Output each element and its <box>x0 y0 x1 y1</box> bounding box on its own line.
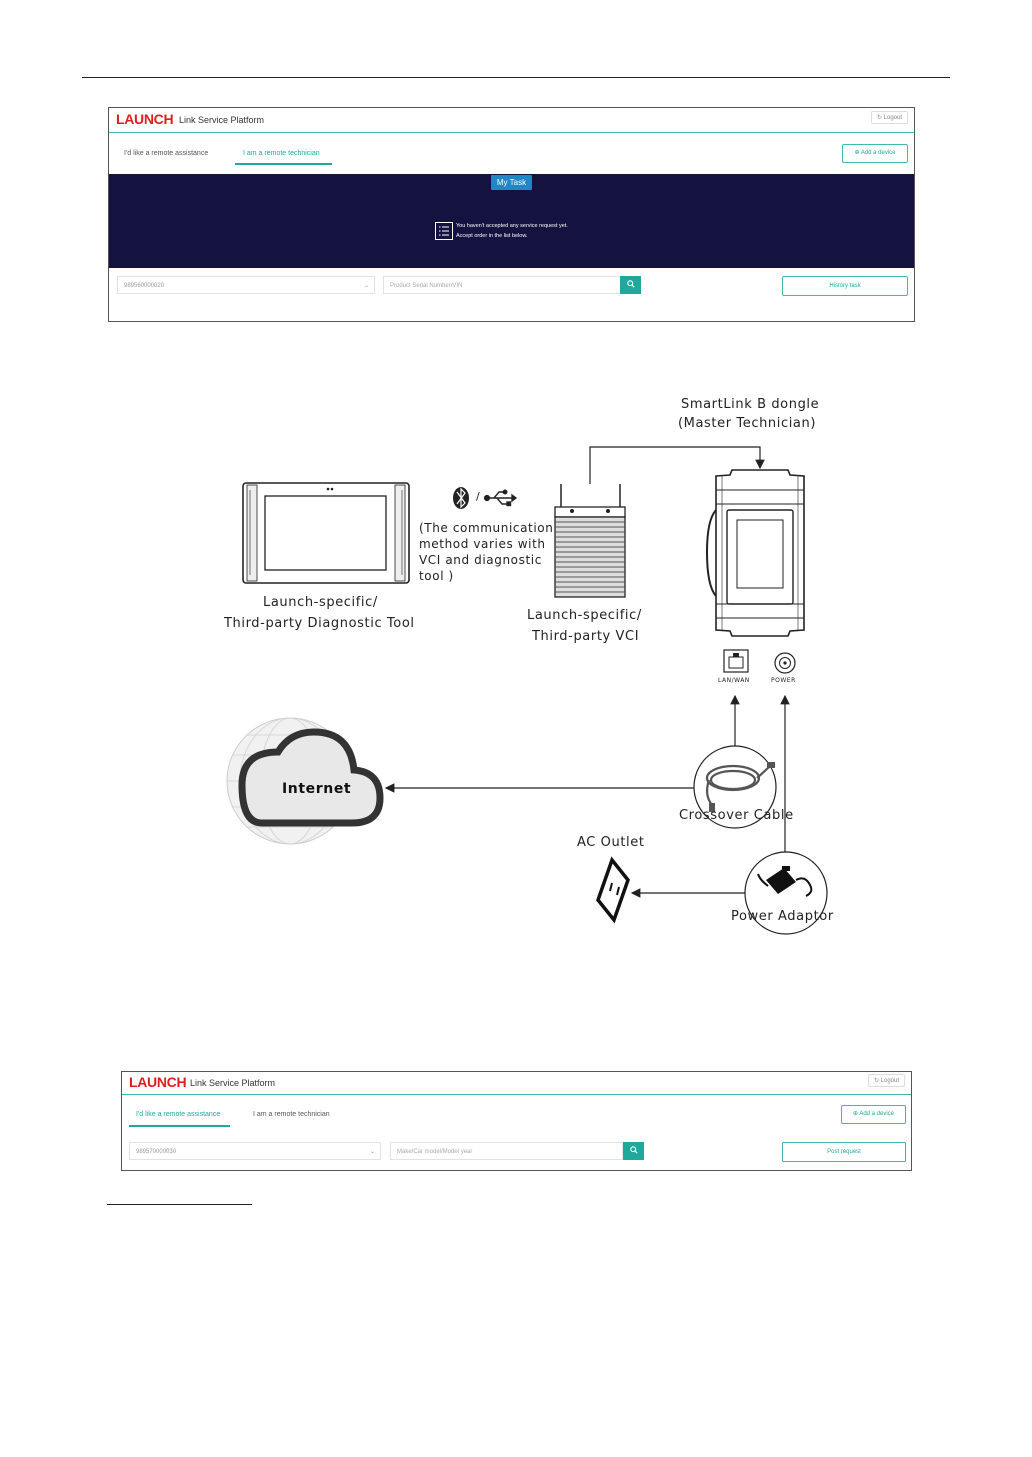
active-tab-underline <box>235 163 332 165</box>
serial-number-select[interactable] <box>117 276 375 294</box>
dongle-title-line1: SmartLink B dongle <box>681 397 820 412</box>
active-tab-underline-2 <box>129 1125 230 1127</box>
platform-header <box>109 108 914 133</box>
power-port-label: POWER <box>771 677 796 684</box>
my-task-button[interactable]: My Task <box>491 175 532 190</box>
lan-port-icon <box>724 650 748 672</box>
search-button[interactable] <box>620 276 641 294</box>
empty-task-line2: Accept order in the list below. <box>456 233 528 239</box>
tab-remote-assistance-2[interactable]: I'd like a remote assistance <box>136 1111 221 1118</box>
add-device-button[interactable] <box>842 144 908 163</box>
vci-label-line2: Third-party VCI <box>532 629 640 644</box>
platform-title: Link Service Platform <box>179 115 265 125</box>
comm-note-line1: (The communication <box>419 521 554 535</box>
serial-number-select-2[interactable] <box>129 1142 381 1160</box>
search-icon-2 <box>630 1146 638 1154</box>
tool-label-line2: Third-party Diagnostic Tool <box>224 616 415 631</box>
tab-remote-technician[interactable]: I am a remote technician <box>243 150 320 157</box>
logout-icon-2: ↻ <box>873 1078 879 1084</box>
usb-icon <box>485 490 516 505</box>
vci-label-line1: Launch-specific/ <box>527 608 642 623</box>
diagnostic-tablet-icon <box>243 483 409 583</box>
add-device-label: Add a device <box>860 150 896 156</box>
launch-logo: LAUNCH <box>116 111 174 127</box>
comm-note-line4: tool ) <box>419 569 454 583</box>
logout-button[interactable] <box>871 111 908 124</box>
task-list-icon <box>435 222 453 240</box>
launch-logo-2: LAUNCH <box>129 1074 187 1090</box>
serial-number-value: 989560000020 <box>124 283 165 289</box>
lan-port-label: LAN/WAN <box>718 677 750 684</box>
vehicle-search-input[interactable] <box>390 1142 623 1160</box>
diagram-artwork <box>0 380 1032 960</box>
smartlink-dongle-icon <box>707 470 804 636</box>
tool-label-line1: Launch-specific/ <box>263 595 378 610</box>
comm-note-line3: VCI and diagnostic <box>419 553 542 567</box>
plus-circle-icon-2: ⊕ <box>852 1111 858 1117</box>
vin-search-placeholder: Product Serial Number/VIN <box>390 283 463 289</box>
connection-diagram <box>0 380 1032 960</box>
search-icon <box>627 280 635 288</box>
ac-outlet-icon <box>598 860 628 920</box>
chevron-down-icon-2: ⌄ <box>369 1149 375 1155</box>
internet-label: Internet <box>282 781 352 797</box>
tab-remote-assistance[interactable]: I'd like a remote assistance <box>124 150 209 157</box>
comm-note-line2: method varies with <box>419 537 546 551</box>
bluetooth-icon <box>453 487 469 509</box>
empty-task-message <box>456 221 568 241</box>
power-port-icon <box>775 653 795 673</box>
logout-icon: ↻ <box>876 115 882 121</box>
logout-label-2: Logout <box>880 1078 899 1084</box>
add-device-button-2[interactable] <box>841 1105 906 1124</box>
my-task-banner <box>109 174 914 268</box>
empty-task-line1: You haven't accepted any service request yet. <box>456 223 568 229</box>
logout-button-2[interactable] <box>868 1074 905 1087</box>
platform-header-2 <box>122 1072 911 1095</box>
screenshot-technician-view <box>108 107 915 322</box>
vehicle-search-placeholder: Make/Car model/Model year <box>397 1149 473 1155</box>
chevron-down-icon: ⌄ <box>363 283 369 289</box>
ac-outlet-label: AC Outlet <box>577 835 645 850</box>
platform-title-2: Link Service Platform <box>190 1078 276 1088</box>
serial-number-value-2: 989570000030 <box>136 1149 177 1155</box>
page-header-rule <box>82 77 950 78</box>
screenshot-assistance-view <box>121 1071 912 1171</box>
dongle-title-line2: (Master Technician) <box>678 416 817 431</box>
add-device-label-2: Add a device <box>859 1111 895 1117</box>
tab-remote-technician-2[interactable]: I am a remote technician <box>253 1111 330 1118</box>
power-adaptor-label: Power Adaptor <box>731 909 834 924</box>
vin-search-input[interactable] <box>383 276 621 294</box>
history-task-button[interactable]: History task <box>782 276 908 296</box>
vci-device-icon <box>555 484 625 597</box>
search-button-2[interactable] <box>623 1142 644 1160</box>
crossover-cable-label: Crossover Cable <box>679 808 794 823</box>
comm-separator: / <box>476 490 481 503</box>
plus-circle-icon: ⊕ <box>854 150 860 156</box>
post-request-button[interactable]: Post request <box>782 1142 906 1162</box>
logout-label: Logout <box>883 115 902 121</box>
footnote-rule <box>107 1204 252 1205</box>
